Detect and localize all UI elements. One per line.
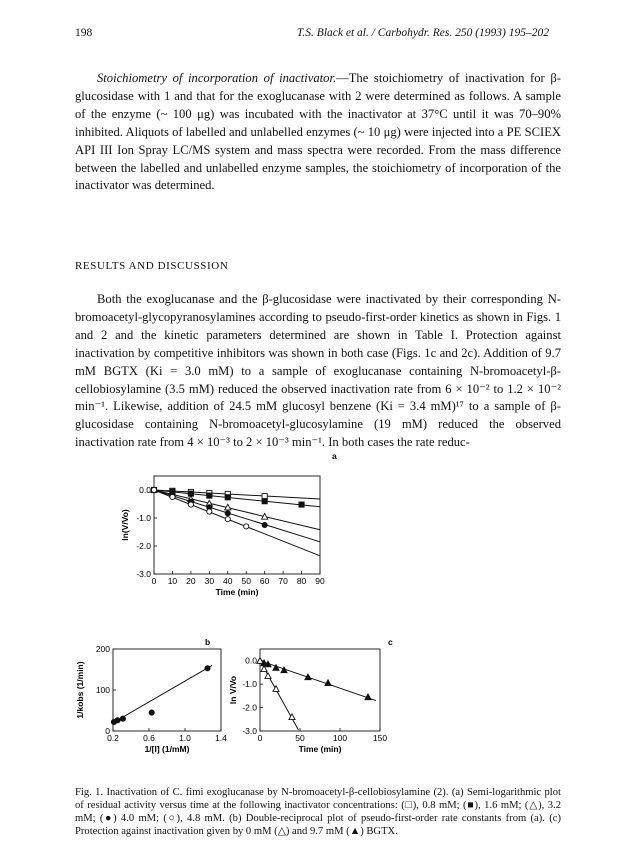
fit-line xyxy=(154,490,320,507)
x-tick-label: 0.2 xyxy=(107,733,119,743)
x-axis-label: Time (min) xyxy=(298,744,342,754)
x-tick-label: 0 xyxy=(257,733,263,743)
data-point xyxy=(262,499,267,504)
data-point xyxy=(325,680,331,686)
data-point xyxy=(225,517,230,522)
y-tick-label: -1.0 xyxy=(242,679,257,690)
figure-caption: Fig. 1. Inactivation of C. fimi exoglucanase by N-bromoacetyl-β-cellobiosylamine (2). (a) Semi-logarithmic plot of residual activity versus time at the following inactivator concentrations: (□), 0.8 mM; (■), 1.6 mM; (△), 3.2 mM; (●) 4.0 mM; (○), 4.8 mM. (b) Double-reciprocal plot of pseudo-first-order rate constants from (a). (c) Protection against inactivation given by 0 mM (△) and 9.7 mM (▲) BGTX. xyxy=(75,787,561,837)
results-heading: RESULTS AND DISCUSSION xyxy=(75,260,229,272)
data-point xyxy=(170,494,175,499)
data-point xyxy=(207,509,212,514)
x-axis-label: 1/[I] (1/mM) xyxy=(144,744,190,754)
page-number: 198 xyxy=(75,27,93,39)
x-axis-label: Time (min) xyxy=(215,587,259,597)
data-point xyxy=(299,502,304,507)
x-tick-label: 1.0 xyxy=(179,733,191,743)
y-tick-label: 100 xyxy=(95,685,110,695)
x-tick-label: 1.4 xyxy=(215,733,227,743)
x-tick-label: 70 xyxy=(278,576,288,586)
y-axis-label: ln V/Vo xyxy=(228,675,238,705)
x-tick-label: 50 xyxy=(295,733,305,743)
data-point xyxy=(188,502,193,507)
x-tick-label: 30 xyxy=(204,576,215,586)
y-axis-label: ln(V/Vo) xyxy=(120,509,130,541)
y-tick-label: -3.0 xyxy=(242,726,257,736)
y-tick-label: 0.0 xyxy=(245,655,257,666)
x-tick-label: 150 xyxy=(372,733,388,743)
fit-line xyxy=(113,665,212,722)
x-tick-label: 100 xyxy=(332,733,348,743)
data-point xyxy=(149,710,154,715)
y-tick-label: -3.0 xyxy=(136,569,151,579)
results-paragraph: Both the exoglucanase and the β-glucosidase were inactivated by their corresponding N-bromoacetyl-glycopyranosylamines according to pseudo-first-order kinetics as shown in Figs. 1 and 2 and the kinetic parameters determined are shown in Table I. Protection against inactivation by competitive inhibitors was shown in both case (Figs. 1c and 2c). Addition of 9.7 mM BGTX (Ki = 3.0 mM) to a sample of exoglucanase containing N-bromoacetyl-β-cellobiosylamine (3.5 mM) reduced the observed inactivation rate from 6 × 10⁻² to 1.2 × 10⁻² min⁻¹. Likewise, addition of 24.5 mM glucosyl benzene (Ki = 3.4 mM)¹⁷ to a sample of β-glucosidase containing N-bromoacetyl-glucosylamine (19 mM) reduced the observed inactivation rate from 4 × 10⁻³ to 2 × 10⁻³ min⁻¹. In both cases the rate reduc- xyxy=(75,292,561,450)
x-tick-label: 40 xyxy=(223,576,233,586)
fit-line xyxy=(154,490,320,530)
x-tick-label: 0 xyxy=(151,576,157,586)
x-tick-label: 80 xyxy=(296,576,307,586)
data-point xyxy=(262,522,267,527)
x-tick-label: 10 xyxy=(167,576,178,586)
y-tick-label: -2.0 xyxy=(136,541,151,551)
data-point xyxy=(120,716,125,721)
stoichiometry-text: —The stoichiometry of inactivation for β-glucosidase with 1 and that for the exoglucanase with 2 were determined as follows. A sample of the enzyme (~ 100 μg) was incubated with the inactivator at 37°C until it was 70–90% inhibited. Aliquots of labelled and unlabelled enzymes (~ 10 μg) were injected into a PE SCIEX API III Ion Spray LC/MS system and mass spectra were recorded. From the mass difference between the labelled and unlabelled enzyme samples, the stoichiometry of incorporation of the inactivator was determined. xyxy=(75,71,561,193)
data-point xyxy=(265,673,271,679)
figure-panel-c xyxy=(228,636,398,776)
figure-panel-a xyxy=(118,452,338,604)
stoichiometry-heading: Stoichiometry of incorporation of inactivator. xyxy=(97,71,337,85)
fit-line xyxy=(154,490,320,556)
data-point xyxy=(225,495,230,500)
y-axis-label: 1/kobs (1/min) xyxy=(75,661,85,719)
data-point xyxy=(262,494,267,499)
stoichiometry-paragraph xyxy=(75,70,561,195)
y-tick-label: 200 xyxy=(95,644,110,654)
data-point xyxy=(205,666,210,671)
figure-panel-b xyxy=(75,636,235,776)
running-header: T.S. Black et al. / Carbohydr. Res. 250 (1993) 195–202 xyxy=(296,27,549,39)
data-point xyxy=(151,487,156,492)
x-tick-label: 20 xyxy=(186,576,196,586)
x-tick-label: 60 xyxy=(259,576,270,586)
y-tick-label: 0 xyxy=(105,726,110,736)
data-point xyxy=(115,718,120,723)
x-tick-label: 90 xyxy=(315,576,325,586)
plot-frame xyxy=(113,649,221,731)
panel-label-b: b xyxy=(205,637,211,647)
panel-label-a: a xyxy=(332,452,337,461)
y-tick-label: -2.0 xyxy=(242,702,257,713)
x-tick-label: 50 xyxy=(241,576,251,586)
panel-label-c: c xyxy=(388,637,393,647)
y-tick-label: 0.0 xyxy=(139,485,151,495)
data-point xyxy=(207,493,212,498)
data-point xyxy=(244,524,249,529)
y-tick-label: -1.0 xyxy=(136,513,151,523)
x-tick-label: 0.6 xyxy=(143,733,155,743)
data-point xyxy=(225,511,230,516)
plot-frame xyxy=(154,476,320,574)
